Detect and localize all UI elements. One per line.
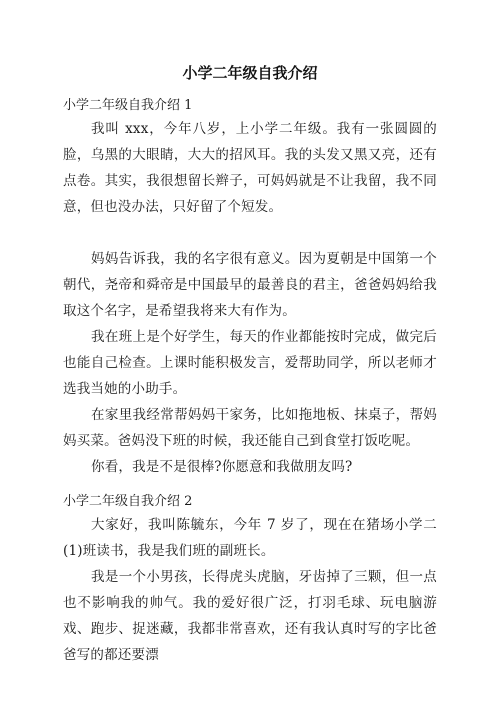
section-heading-1: 小学二年级自我介绍 1 [63, 98, 193, 113]
section-1-paragraph-3: 我在班上是个好学生，每天的作业都能按时完成，做完后也能自己检查。上课时能积极发言，爱帮助同学，所以老师才选我当她的小助手。 [63, 329, 437, 397]
section-heading-2: 小学二年级自我介绍 2 [63, 494, 193, 509]
document-title: 小学二年级自我介绍 [182, 64, 318, 82]
section-1-paragraph-5: 你看，我是不是很棒?你愿意和我做朋友吗? [91, 459, 353, 475]
section-1-paragraph-1: 我叫 xxx，今年八岁，上小学二年级。我有一张圆圆的脸，乌黑的大眼睛，大大的招风耳。我的头发又黑又亮，还有点卷。其实，我很想留长辫子，可妈妈就是不让我留，我不同意，但也没办法，只好留了个短发。 [63, 121, 437, 215]
section-2-paragraph-2: 我是一个小男孩，长得虎头虎脑，牙齿掉了三颗，但一点也不影响我的帅气。我的爱好很广泛，打羽毛球、玩电脑游戏、跑步、捉迷藏，我都非常喜欢，还有我认真时写的字比爸爸写的都还要漂 [63, 569, 437, 663]
section-2-paragraph-1: 大家好，我叫陈毓东，今年 7 岁了，现在在猪场小学二(1)班读书，我是我们班的副班长。 [63, 517, 437, 559]
section-1-paragraph-4: 在家里我经常帮妈妈干家务，比如拖地板、抹桌子，帮妈妈买菜。爸妈没下班的时候，我还能自己到食堂打饭吃呢。 [63, 407, 437, 449]
section-1-paragraph-2: 妈妈告诉我，我的名字很有意义。因为夏朝是中国第一个朝代，尧帝和舜帝是中国最早的最善良的君主，爸爸妈妈给我取这个名字，是希望我将来大有作为。 [63, 251, 437, 319]
